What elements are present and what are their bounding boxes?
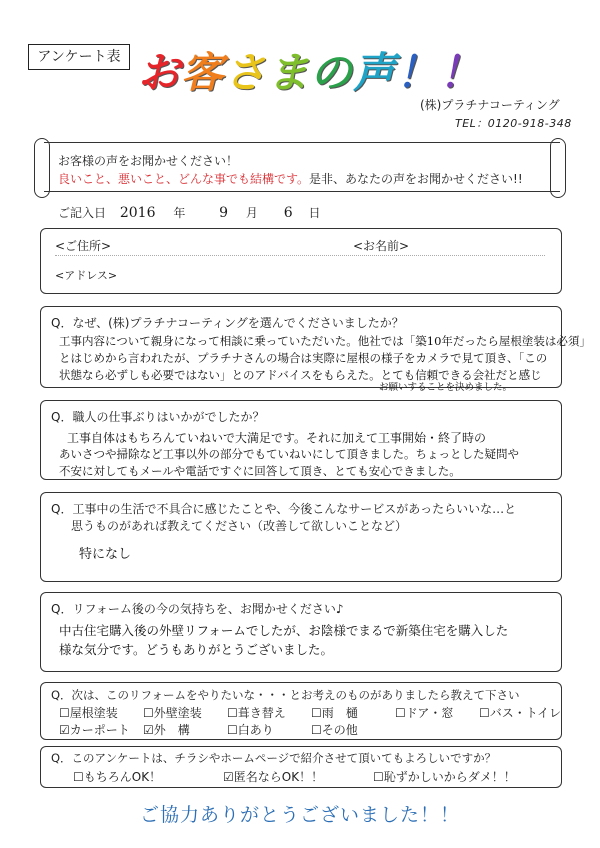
option-label: 屋根塗装: [69, 706, 118, 720]
answer-2-line: あいさつや掃除など工事以外の部分でもていねいにして頂きました。ちょっとした疑問や: [59, 447, 519, 461]
options-row-permission: [73, 768, 553, 784]
option-checkbox[interactable]: [59, 721, 130, 738]
option-checkbox[interactable]: [227, 704, 286, 721]
title-char: ！: [439, 48, 483, 97]
option-checkbox[interactable]: [311, 704, 358, 721]
intro-line-1: お客様の声をお聞かせください！: [58, 154, 239, 168]
title-char: 客: [181, 48, 225, 97]
option-label: 恥ずかしいからダメ！！: [383, 770, 516, 784]
option-label: バス・トイレ: [489, 706, 562, 720]
answer-1-line: 工事内容について親身になって相談に乗っていただいた。他社では「築10年だったら屋根塗装は必須」: [59, 334, 591, 348]
month-unit: 月: [245, 206, 258, 220]
thank-you-message: ご協力ありがとうございました！！: [139, 804, 460, 826]
empty-box-icon[interactable]: ☐: [311, 723, 322, 737]
date-day[interactable]: 6: [283, 205, 293, 221]
address-label: <ご住所>: [55, 239, 112, 253]
title-char: お: [138, 48, 182, 97]
option-label: 白あり: [237, 723, 274, 737]
option-label: その他: [321, 723, 358, 737]
question-4-box: [40, 592, 562, 672]
title-char: の: [310, 48, 354, 97]
name-label: <お名前>: [353, 239, 410, 253]
date-year[interactable]: 2016: [119, 205, 156, 221]
question-2-box: [40, 400, 562, 480]
option-label: 外壁塗装: [153, 706, 202, 720]
intro-line-2: [58, 170, 523, 187]
phone-number: TEL：0120-918-348: [455, 117, 572, 130]
option-checkbox[interactable]: [311, 721, 358, 738]
option-checkbox[interactable]: [395, 704, 453, 721]
intro-red-text: 良いこと、悪いこと、どんな事でも結構です。: [58, 172, 310, 186]
date-label: ご記入日: [58, 206, 107, 220]
answer-1-line: お願いすることを決めました。: [379, 382, 513, 393]
question-2-text: Q．職人の仕事ぶりはいかがでしたか？: [51, 410, 265, 424]
option-checkbox[interactable]: [143, 704, 202, 721]
options-row-2: [59, 721, 559, 737]
checked-box-icon[interactable]: ☑: [59, 723, 70, 737]
options-row-1: [59, 704, 562, 720]
question-3-box: [40, 492, 562, 582]
survey-tag: アンケート表: [28, 44, 130, 70]
email-label: <アドレス>: [55, 269, 118, 282]
question-3-text-2: 思うものがあれば教えてください（改善して欲しいことなど）: [71, 519, 408, 533]
empty-box-icon[interactable]: ☐: [373, 770, 384, 784]
page-title: [138, 40, 482, 100]
option-checkbox[interactable]: [73, 768, 161, 785]
question-5-box: [40, 682, 562, 740]
question-5-text: Q．次は、このリフォームをやりたいな・・・とお考えのものがありましたら教えて下さい: [51, 688, 520, 702]
option-label: 雨 樋: [321, 706, 358, 720]
option-checkbox[interactable]: [227, 721, 274, 738]
date-row: [58, 204, 321, 221]
empty-box-icon[interactable]: ☐: [59, 706, 70, 720]
address-box: [40, 228, 562, 294]
question-6-text: Q．このアンケートは、チラシやホームページで紹介させて頂いてもよろしいですか？: [51, 751, 497, 765]
option-checkbox[interactable]: [59, 704, 118, 721]
title-char: 声: [353, 48, 397, 97]
address-line[interactable]: [55, 255, 545, 256]
empty-box-icon[interactable]: ☐: [143, 706, 154, 720]
title-char: ま: [267, 48, 311, 97]
question-1-text: Q．なぜ、(株)プラチナコーティングを選んでくださいましたか？: [51, 316, 404, 330]
empty-box-icon[interactable]: ☐: [227, 706, 238, 720]
option-checkbox[interactable]: [143, 721, 190, 738]
option-label: 葺き替え: [237, 706, 286, 720]
answer-4-line: 中古住宅購入後の外壁リフォームでしたが、お陰様でまるで新築住宅を購入した: [59, 623, 509, 638]
title-char: さ: [224, 48, 268, 97]
question-4-text: Q．リフォーム後の今の気持ちを、お聞かせください♪: [51, 602, 344, 616]
answer-3: 特になし: [79, 547, 132, 562]
answer-2-line: 工事自体はもちろんていねいで大満足です。それに加えて工事開始・終了時の: [67, 431, 487, 445]
option-label: 匿名ならOK！！: [233, 770, 324, 784]
title-char: ！: [396, 48, 440, 97]
question-6-box: [40, 746, 562, 788]
option-label: カーポート: [69, 723, 130, 737]
empty-box-icon[interactable]: ☐: [479, 706, 490, 720]
question-1-box: [40, 306, 591, 393]
answer-4-line: 様な気分です。どうもありがとうございました。: [59, 642, 334, 657]
option-label: もちろんOK！: [83, 770, 162, 784]
option-label: ドア・窓: [405, 706, 454, 720]
checked-box-icon[interactable]: ☑: [143, 723, 154, 737]
empty-box-icon[interactable]: ☐: [395, 706, 406, 720]
intro-black-text: 是非、あなたの声をお聞かせください!!: [309, 172, 523, 186]
question-3-text: Q．工事中の生活で不具合に感じたことや、今後こんなサービスがあったらいいな…と: [51, 502, 517, 516]
answer-2-line: 不安に対してもメールや電話ですぐに回答して頂き、とても安心できました。: [59, 464, 461, 478]
option-checkbox[interactable]: [373, 768, 516, 785]
answer-1-line: 状態なら必ずしも必要ではない」とのアドバイスをもらえた。とても信頼できる会社だと感じ: [59, 368, 542, 382]
option-checkbox[interactable]: [479, 704, 561, 721]
option-label: 外 構: [153, 723, 190, 737]
year-unit: 年: [173, 206, 186, 220]
empty-box-icon[interactable]: ☐: [73, 770, 84, 784]
empty-box-icon[interactable]: ☐: [311, 706, 322, 720]
company-name: (株)プラチナコーティング: [420, 98, 560, 112]
day-unit: 日: [308, 206, 321, 220]
answer-1-line: とはじめから言われたが、プラチナさんの場合は実際に屋根の様子をカメラで見て頂き、「この: [59, 351, 548, 365]
date-month[interactable]: 9: [219, 205, 229, 221]
checked-box-icon[interactable]: ☑: [223, 770, 234, 784]
option-checkbox[interactable]: [223, 768, 323, 785]
empty-box-icon[interactable]: ☐: [227, 723, 238, 737]
